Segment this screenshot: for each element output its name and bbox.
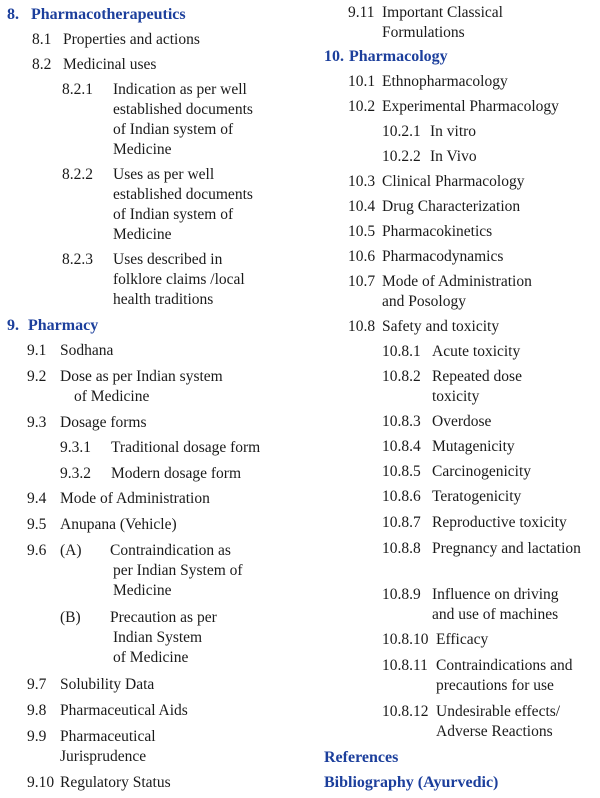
item-mutagenicity: Mutagenicity — [432, 438, 515, 455]
item-carcinogenicity: Carcinogenicity — [432, 463, 531, 480]
item-number: 9.9 — [27, 728, 47, 745]
item-mode-of-administration: Mode of Administration — [60, 490, 210, 507]
item-number: 9.3.1 — [60, 439, 91, 456]
item-number: 10.2.1 — [382, 123, 421, 140]
item-line: health traditions — [113, 291, 214, 308]
item-in-vitro: In vitro — [430, 123, 477, 140]
item-number: 8.1 — [32, 31, 52, 48]
item-pharmaceutical-aids: Pharmaceutical Aids — [60, 702, 188, 719]
item-number: 10.1 — [348, 73, 376, 90]
item-precaution — [110, 608, 217, 668]
item-line: Pharmaceutical — [60, 728, 156, 745]
item-line: Medicine — [113, 226, 172, 243]
item-properties-and-actions: Properties and actions — [63, 31, 200, 48]
item-dose — [60, 367, 223, 407]
item-experimental-pharmacology: Experimental Pharmacology — [382, 98, 559, 115]
item-line: toxicity — [432, 388, 480, 405]
item-number: 9.8 — [27, 702, 47, 719]
item-sub-letter: (A) — [60, 542, 82, 559]
item-number: 10.8.9 — [382, 586, 421, 603]
section-number: 8. — [7, 6, 19, 23]
item-line: and Posology — [382, 293, 466, 310]
item-solubility-data: Solubility Data — [60, 676, 155, 693]
item-line: Indian System — [113, 629, 203, 646]
item-number: 10.8.1 — [382, 343, 421, 360]
item-number: 10.8.3 — [382, 413, 421, 430]
item-line: Mode of Administration — [382, 273, 532, 290]
item-line: Uses as per well — [113, 166, 215, 183]
item-pharmacokinetics: Pharmacokinetics — [382, 223, 493, 240]
item-number: 8.2.3 — [62, 251, 93, 268]
item-number: 10.8.11 — [382, 657, 428, 674]
item-number: 9.2 — [27, 368, 47, 385]
item-number: 10.7 — [348, 273, 376, 290]
item-number: 9.11 — [348, 4, 375, 21]
item-sub-letter: (B) — [60, 609, 81, 626]
item-number: 10.6 — [348, 248, 376, 265]
item-number: 9.3.2 — [60, 465, 91, 482]
item-mode-of-administration-posology — [382, 272, 532, 312]
item-number: 9.7 — [27, 676, 47, 693]
item-line: Indication as per well — [113, 81, 247, 98]
item-traditional-dosage-form: Traditional dosage form — [111, 439, 261, 456]
item-line: and use of machines — [432, 606, 559, 623]
section-heading-pharmacotherapeutics: Pharmacotherapeutics — [31, 6, 186, 23]
item-clinical-pharmacology: Clinical Pharmacology — [382, 173, 525, 190]
item-teratogenicity: Teratogenicity — [432, 488, 522, 505]
item-number: 10.2 — [348, 98, 376, 115]
item-uses-as-per-documents — [113, 165, 253, 245]
item-number: 9.3 — [27, 414, 47, 431]
item-line: Jurisprudence — [60, 748, 147, 765]
item-reproductive-toxicity: Reproductive toxicity — [432, 514, 567, 531]
item-undesirable-effects — [436, 702, 560, 742]
item-line: Dose as per Indian system — [60, 368, 223, 385]
section-heading-bibliography: Bibliography (Ayurvedic) — [324, 774, 499, 791]
item-line: per Indian System of — [113, 562, 243, 579]
item-number: 8.2.1 — [62, 81, 93, 98]
item-indication-as-per-documents — [113, 80, 253, 160]
item-number: 10.8.6 — [382, 488, 421, 505]
item-line: Influence on driving — [432, 586, 559, 603]
item-number: 10.8.8 — [382, 540, 421, 557]
item-ethnopharmacology: Ethnopharmacology — [382, 73, 508, 90]
item-pharmacodynamics: Pharmacodynamics — [382, 248, 504, 265]
item-sodhana: Sodhana — [60, 342, 114, 359]
item-line: of Indian system of — [113, 206, 234, 223]
item-regulatory-status: Regulatory Status — [60, 774, 171, 791]
item-line: precautions for use — [436, 677, 554, 694]
item-line: Important Classical — [382, 4, 503, 21]
item-overdose: Overdose — [432, 413, 492, 430]
item-line: folklore claims /local — [113, 271, 245, 288]
item-modern-dosage-form: Modern dosage form — [111, 465, 241, 482]
item-important-classical-formulations — [382, 3, 503, 43]
item-folklore-uses — [113, 250, 245, 310]
item-line: Medicine — [113, 582, 172, 599]
item-line: Uses described in — [113, 251, 223, 268]
item-line: Precaution as per — [110, 609, 217, 626]
item-drug-characterization: Drug Characterization — [382, 198, 521, 215]
item-number: 9.4 — [27, 490, 47, 507]
item-line: Undesirable effects/ — [436, 703, 561, 720]
section-heading-pharmacology: Pharmacology — [349, 48, 448, 65]
item-safety-and-toxicity: Safety and toxicity — [382, 318, 500, 335]
item-contraindication — [110, 541, 243, 601]
item-number: 10.8.5 — [382, 463, 421, 480]
item-influence-on-driving — [432, 585, 559, 625]
item-number: 10.8.12 — [382, 703, 429, 720]
section-heading-pharmacy: Pharmacy — [28, 317, 99, 334]
item-acute-toxicity: Acute toxicity — [432, 343, 521, 360]
item-pharmaceutical-jurisprudence — [60, 727, 156, 767]
item-line: of Medicine — [74, 388, 150, 405]
item-number: 10.4 — [348, 198, 376, 215]
item-repeated-dose-toxicity — [432, 367, 522, 407]
item-line: Formulations — [382, 24, 465, 41]
item-line: of Medicine — [113, 649, 189, 666]
item-line: Contraindications and — [436, 657, 573, 674]
item-line: Contraindication as — [110, 542, 231, 559]
item-number: 10.3 — [348, 173, 376, 190]
item-number: 9.10 — [27, 774, 55, 791]
item-line: Medicine — [113, 141, 172, 158]
item-line: established documents — [113, 186, 253, 203]
item-anupana: Anupana (Vehicle) — [60, 516, 177, 533]
item-number: 8.2.2 — [62, 166, 93, 183]
section-number: 9. — [7, 317, 19, 334]
item-pregnancy-and-lactation: Pregnancy and lactation — [432, 540, 581, 557]
item-contraindications-and-precautions — [436, 656, 572, 696]
item-line: established documents — [113, 101, 253, 118]
item-number: 9.6 — [27, 542, 47, 559]
item-efficacy: Efficacy — [436, 631, 489, 648]
item-line: Repeated dose — [432, 368, 522, 385]
item-number: 10.8.10 — [382, 631, 429, 648]
item-number: 9.1 — [27, 342, 47, 359]
item-line: Adverse Reactions — [436, 723, 553, 740]
section-number: 10. — [324, 48, 344, 65]
item-number: 10.8.2 — [382, 368, 421, 385]
item-number: 9.5 — [27, 516, 47, 533]
section-heading-references: References — [324, 749, 399, 766]
item-medicinal-uses: Medicinal uses — [63, 56, 157, 73]
item-line: of Indian system of — [113, 121, 234, 138]
item-number: 10.8 — [348, 318, 376, 335]
item-number: 10.2.2 — [382, 148, 421, 165]
item-in-vivo: In Vivo — [430, 148, 477, 165]
item-dosage-forms: Dosage forms — [60, 414, 147, 431]
item-number: 10.8.7 — [382, 514, 421, 531]
item-number: 10.5 — [348, 223, 376, 240]
item-number: 8.2 — [32, 56, 52, 73]
item-number: 10.8.4 — [382, 438, 421, 455]
